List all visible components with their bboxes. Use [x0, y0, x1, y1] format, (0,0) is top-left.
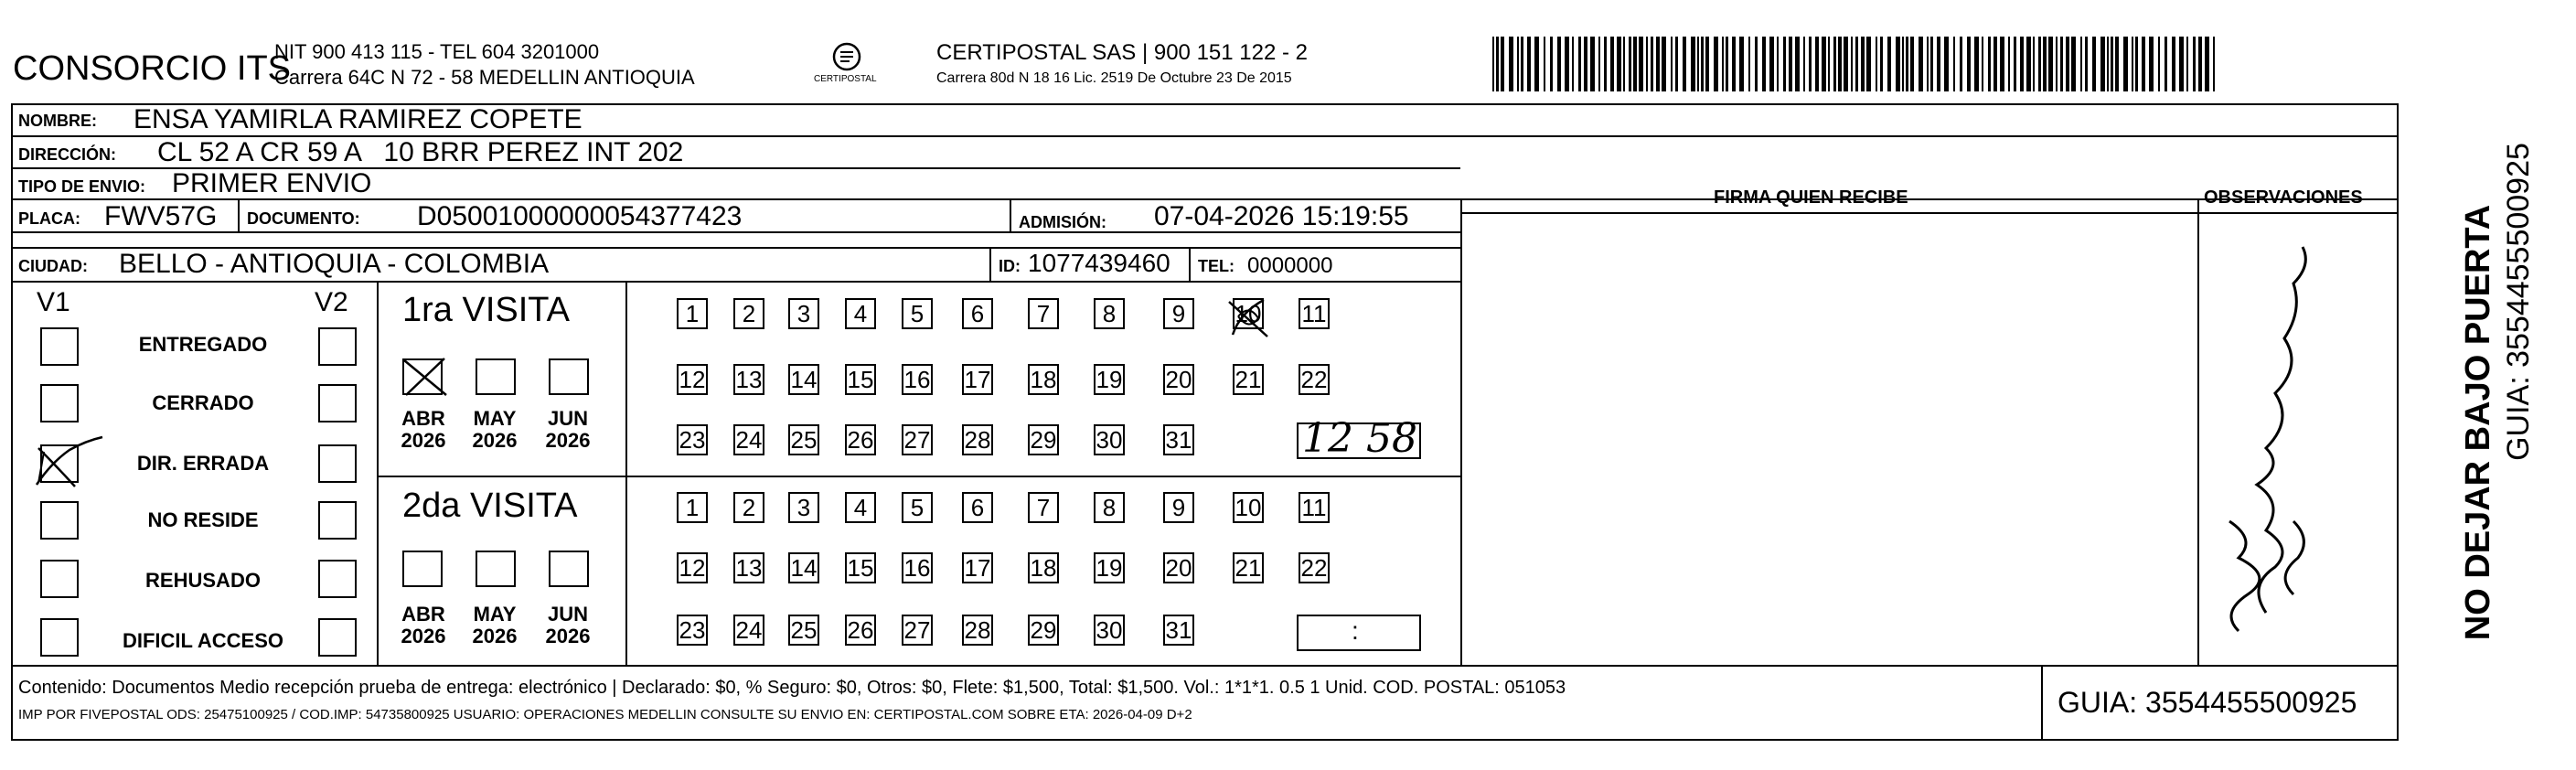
second-visit-day-box[interactable]: 9: [1163, 492, 1194, 523]
second-visit-time-separator: :: [1352, 616, 1359, 645]
first-visit-day-box[interactable]: 20: [1163, 364, 1194, 395]
barcode-bar: [1584, 37, 1587, 91]
v2-checkbox-rehusado[interactable]: [318, 560, 357, 598]
first-visit-abr-month: ABR: [401, 407, 445, 430]
tipo-label: TIPO DE ENVIO:: [18, 177, 146, 196]
barcode-bar: [1683, 37, 1686, 91]
firma-header: FIRMA QUIEN RECIBE: [1714, 187, 1908, 208]
second-visit-day-box[interactable]: 30: [1094, 615, 1125, 646]
barcode-bar: [2111, 37, 2113, 91]
barcode-bar: [2043, 37, 2047, 91]
second-visit-day-box[interactable]: 10: [1233, 492, 1264, 523]
barcode-bar: [1534, 37, 1539, 91]
first-visit-jun-month: JUN: [547, 407, 588, 430]
first-visit-day-box[interactable]: 24: [733, 424, 764, 455]
barcode-bar: [2132, 37, 2133, 91]
second-visit-month-abr-checkbox[interactable]: [402, 551, 443, 587]
barcode-bar: [2172, 37, 2175, 91]
status-dir-errada: DIR. ERRADA: [136, 452, 270, 475]
first-visit-may-month: MAY: [473, 407, 517, 430]
first-visit-day-box[interactable]: 7: [1028, 298, 1059, 329]
footer-guia: GUIA: 3554455500925: [2058, 686, 2357, 719]
barcode-bar: [1783, 37, 1786, 91]
barcode-bar: [1623, 37, 1625, 91]
second-visit-jun-year: 2026: [545, 625, 591, 647]
barcode-bar: [1880, 37, 1883, 91]
v1-checkbox-rehusado[interactable]: [40, 560, 79, 598]
first-visit-day-box[interactable]: 11: [1299, 298, 1330, 329]
v1-checkbox-dificil-acceso[interactable]: [40, 618, 79, 657]
barcode-bar: [1629, 37, 1631, 91]
tel-value: 0000000: [1247, 253, 1333, 278]
first-visit-title: 1ra VISITA: [402, 291, 571, 329]
v1-checkbox-entregado[interactable]: [40, 327, 79, 366]
barcode-bar: [1803, 37, 1805, 91]
second-visit-day-box[interactable]: 13: [733, 552, 764, 583]
barcode-bar: [2193, 37, 2196, 91]
second-visit-day-box[interactable]: 11: [1299, 492, 1330, 523]
barcode-bar: [1705, 37, 1709, 91]
barcode-bar: [1844, 37, 1848, 91]
direccion-value: CL 52 A CR 59 A 10 BRR PEREZ INT 202: [157, 137, 684, 167]
barcode-bar: [1714, 37, 1718, 91]
certipostal-logo-icon: [810, 38, 883, 93]
barcode-bar: [2123, 37, 2128, 91]
admision-label: ADMISIÓN:: [1019, 213, 1106, 231]
second-visit-day-box[interactable]: 8: [1094, 492, 1125, 523]
documento-value: D05001000000054377423: [417, 201, 743, 231]
barcode-bar: [1572, 37, 1574, 91]
second-visit-day-box[interactable]: 28: [962, 615, 993, 646]
status-entregado: ENTREGADO: [138, 333, 268, 356]
first-visit-day-box[interactable]: 31: [1163, 424, 1194, 455]
ciudad-label: CIUDAD:: [18, 257, 88, 275]
first-visit-day-box[interactable]: 17: [962, 364, 993, 395]
second-visit-day-box[interactable]: 17: [962, 552, 993, 583]
barcode-bar: [2020, 37, 2024, 91]
barcode-bar: [2100, 37, 2105, 91]
barcode-bar: [2066, 37, 2069, 91]
barcode-bar: [1662, 37, 1666, 91]
id-label: ID:: [999, 257, 1021, 275]
barcode-bar: [1896, 37, 1900, 91]
barcode-bar: [1550, 37, 1553, 91]
barcode-bar: [2198, 37, 2202, 91]
barcode-bar: [1902, 37, 1904, 91]
second-visit-day-box[interactable]: 15: [845, 552, 876, 583]
v2-checkbox-entregado[interactable]: [318, 327, 357, 366]
barcode-bar: [1953, 37, 1955, 91]
barcode-bar: [2107, 37, 2109, 91]
barcode-bar: [1851, 37, 1853, 91]
second-visit-day-box[interactable]: 4: [845, 492, 876, 523]
first-visit-day-box[interactable]: 28: [962, 424, 993, 455]
second-visit-day-box[interactable]: 1: [677, 492, 708, 523]
second-visit-day-box[interactable]: 23: [677, 615, 708, 646]
v2-checkbox-cerrado[interactable]: [318, 384, 357, 422]
barcode-bar: [1822, 37, 1826, 91]
first-visit-day-box[interactable]: 25: [788, 424, 819, 455]
tipo-value: PRIMER ENVIO: [172, 168, 372, 198]
footer-print-line: IMP POR FIVEPOSTAL ODS: 25475100925 / COD.IMP: 54735800925 USUARIO: OPERACIONES MEDELLIN CONSULTE SU ENVIO EN: CERTIPOSTAL.COM SOBRE ETA: 2026-04-09 D+2: [18, 707, 1192, 722]
barcode-bar: [1604, 37, 1607, 91]
barcode-bar: [1527, 37, 1531, 91]
second-visit-day-box[interactable]: 27: [902, 615, 933, 646]
nit-line: NIT 900 413 115 - TEL 604 3201000: [274, 40, 600, 63]
handwritten-scribble-icon: [1222, 294, 1275, 344]
second-visit-day-box[interactable]: 12: [677, 552, 708, 583]
second-visit-month-jun-checkbox[interactable]: [549, 551, 589, 587]
first-visit-abr-year: 2026: [401, 429, 446, 452]
barcode-bar: [1656, 37, 1660, 91]
first-visit-day-box[interactable]: 27: [902, 424, 933, 455]
barcode-bar: [2179, 37, 2184, 91]
barcode-bar: [1789, 37, 1792, 91]
status-dificil-acceso: DIFICIL ACCESO: [122, 629, 283, 652]
barcode-bar: [1861, 37, 1865, 91]
ciudad-value: BELLO - ANTIOQUIA - COLOMBIA: [119, 249, 550, 279]
barcode-bar: [1590, 37, 1595, 91]
second-visit-day-box[interactable]: 2: [733, 492, 764, 523]
second-visit-day-box[interactable]: 20: [1163, 552, 1194, 583]
barcode-bar: [1557, 37, 1561, 91]
barcode-bar: [1910, 37, 1914, 91]
first-visit-day-box[interactable]: 5: [902, 298, 933, 329]
barcode-bar: [1501, 37, 1504, 91]
barcode-bar: [2213, 37, 2215, 91]
first-visit-month-jun-checkbox[interactable]: [549, 358, 589, 395]
handwritten-check-icon: [33, 435, 106, 492]
barcode-bar: [1944, 37, 1949, 91]
second-visit-abr-month: ABR: [401, 603, 445, 626]
documento-label: DOCUMENTO:: [247, 209, 360, 228]
id-value: 1077439460: [1028, 249, 1170, 277]
barcode-bar: [1565, 37, 1569, 91]
second-visit-day-box[interactable]: 19: [1094, 552, 1125, 583]
nombre-label: NOMBRE:: [18, 112, 97, 130]
barcode-bar: [1974, 37, 1979, 91]
v1-checkbox-cerrado[interactable]: [40, 384, 79, 422]
barcode-bar: [1762, 37, 1766, 91]
second-visit-time-box[interactable]: [1297, 615, 1421, 651]
second-visit-day-box[interactable]: 29: [1028, 615, 1059, 646]
first-visit-day-box[interactable]: 14: [788, 364, 819, 395]
barcode-bar: [1866, 37, 1871, 91]
barcode-bar: [1521, 37, 1523, 91]
second-visit-day-box[interactable]: 5: [902, 492, 933, 523]
second-visit-abr-year: 2026: [401, 625, 446, 647]
second-visit-day-box[interactable]: 16: [902, 552, 933, 583]
logo-text: CERTIPOSTAL: [814, 74, 877, 84]
barcode-bar: [2038, 37, 2041, 91]
first-visit-day-box[interactable]: 4: [845, 298, 876, 329]
v1-label: V1: [37, 287, 70, 317]
barcode-bar: [2186, 37, 2188, 91]
first-visit-day-box[interactable]: 29: [1028, 424, 1059, 455]
barcode-bar: [1610, 37, 1614, 91]
first-visit-day-box[interactable]: 16: [902, 364, 933, 395]
first-visit-day-box[interactable]: 23: [677, 424, 708, 455]
barcode-bar: [1988, 37, 1991, 91]
second-visit-day-box[interactable]: 7: [1028, 492, 1059, 523]
second-visit-day-box[interactable]: 31: [1163, 615, 1194, 646]
barcode-bar: [2080, 37, 2082, 91]
second-visit-day-box[interactable]: 21: [1233, 552, 1264, 583]
barcode-bar: [2060, 37, 2063, 91]
barcode-bar: [1838, 37, 1842, 91]
barcode-bar: [1828, 37, 1830, 91]
barcode-bar: [2135, 37, 2138, 91]
barcode-bar: [1646, 37, 1648, 91]
barcode-bar: [1930, 37, 1933, 91]
second-visit-day-box[interactable]: 26: [845, 615, 876, 646]
second-visit-title: 2da VISITA: [402, 487, 578, 525]
first-visit-day-box[interactable]: 2: [733, 298, 764, 329]
side-warning: NO DEJAR BAJO PUERTA: [2459, 204, 2497, 641]
first-visit-time-handwritten: 12 58: [1302, 415, 1417, 462]
footer-content-line: Contenido: Documentos Medio recepción prueba de entrega: electrónico | Declarado: $0, % Seguro: $0, Otros: $0, Flete: $1,500, Total: $1,500. Vol.: 1*1*1. 0.5 1 Unid. COD. POSTAL: 051053: [18, 678, 1566, 698]
barcode-bar: [1701, 37, 1704, 91]
barcode-bar: [2056, 37, 2058, 91]
barcode-bar: [1833, 37, 1836, 91]
first-visit-day-box[interactable]: 30: [1094, 424, 1125, 455]
barcode-bar: [1982, 37, 1983, 91]
barcode-bar: [1544, 37, 1545, 91]
barcode-bar: [2033, 37, 2035, 91]
barcode-bar: [2092, 37, 2096, 91]
v2-checkbox-dificil-acceso[interactable]: [318, 618, 357, 657]
barcode-bar: [2014, 37, 2016, 91]
observaciones-header: OBSERVACIONES: [2204, 187, 2363, 208]
first-visit-day-box[interactable]: 18: [1028, 364, 1059, 395]
second-visit-day-box[interactable]: 14: [788, 552, 819, 583]
barcode-bar: [1578, 37, 1581, 91]
tel-label: TEL:: [1198, 257, 1235, 275]
first-visit-day-box[interactable]: 6: [962, 298, 993, 329]
first-visit-day-box[interactable]: 19: [1094, 364, 1125, 395]
first-visit-day-box[interactable]: 1: [677, 298, 708, 329]
barcode-bar: [1691, 37, 1695, 91]
barcode-bar: [1739, 37, 1744, 91]
barcode-bar: [1960, 37, 1962, 91]
barcode-bar: [1755, 37, 1758, 91]
second-visit-day-box[interactable]: 22: [1299, 552, 1330, 583]
barcode-bar: [1598, 37, 1600, 91]
second-visit-month-may-checkbox[interactable]: [476, 551, 516, 587]
second-visit-day-box[interactable]: 24: [733, 615, 764, 646]
barcode-bar: [1906, 37, 1908, 91]
barcode-bar: [1697, 37, 1699, 91]
barcode-bar: [1919, 37, 1923, 91]
side-guia: GUIA: 3554455500925: [2501, 143, 2536, 461]
handwritten-x-icon: [399, 355, 454, 401]
company-name: CONSORCIO ITS: [13, 49, 292, 88]
first-visit-day-box[interactable]: 22: [1299, 364, 1330, 395]
first-visit-day-box[interactable]: 15: [845, 364, 876, 395]
barcode-bar: [1927, 37, 1929, 91]
barcode-bar: [1967, 37, 1971, 91]
nombre-value: ENSA YAMIRLA RAMIREZ COPETE: [134, 104, 583, 134]
barcode-bar: [1777, 37, 1779, 91]
second-visit-day-box[interactable]: 6: [962, 492, 993, 523]
v2-checkbox-dir-errada[interactable]: [318, 444, 357, 483]
barcode-bar: [1748, 37, 1750, 91]
barcode-bar: [1937, 37, 1940, 91]
address-line: Carrera 64C N 72 - 58 MEDELLIN ANTIOQUIA: [274, 66, 695, 89]
barcode-bar: [1509, 37, 1513, 91]
barcode-bar: [1769, 37, 1774, 91]
barcode-bar: [1795, 37, 1800, 91]
second-visit-day-box[interactable]: 18: [1028, 552, 1059, 583]
barcode: [1492, 37, 2220, 91]
barcode-bar: [2149, 37, 2154, 91]
barcode-bar: [1993, 37, 1997, 91]
second-visit-may-month: MAY: [473, 603, 517, 626]
first-visit-day-box[interactable]: 10: [1233, 298, 1264, 329]
barcode-bar: [1633, 37, 1637, 91]
v1-checkbox-no-reside[interactable]: [40, 501, 79, 540]
handwritten-note-icon: [2211, 229, 2321, 649]
barcode-bar: [2142, 37, 2145, 91]
barcode-bar: [1722, 37, 1724, 91]
status-cerrado: CERRADO: [152, 391, 254, 414]
second-visit-day-box[interactable]: 25: [788, 615, 819, 646]
first-visit-may-year: 2026: [472, 429, 518, 452]
barcode-bar: [1651, 37, 1653, 91]
barcode-bar: [1517, 37, 1519, 91]
barcode-bar: [1876, 37, 1877, 91]
direccion-label: DIRECCIÓN:: [18, 145, 116, 164]
barcode-bar: [2008, 37, 2010, 91]
first-visit-day-box[interactable]: 13: [733, 364, 764, 395]
status-rehusado: REHUSADO: [145, 569, 261, 592]
barcode-bar: [2158, 37, 2160, 91]
barcode-bar: [2071, 37, 2076, 91]
first-visit-day-box[interactable]: 12: [677, 364, 708, 395]
first-visit-day-box[interactable]: 3: [788, 298, 819, 329]
barcode-bar: [1617, 37, 1621, 91]
barcode-bar: [1855, 37, 1858, 91]
certipostal-line1: CERTIPOSTAL SAS | 900 151 122 - 2: [936, 40, 1308, 65]
barcode-bar: [1492, 37, 1494, 91]
first-visit-month-may-checkbox[interactable]: [476, 358, 516, 395]
barcode-bar: [1809, 37, 1812, 91]
first-visit-day-box[interactable]: 8: [1094, 298, 1125, 329]
barcode-bar: [1726, 37, 1728, 91]
placa-value: FWV57G: [104, 201, 218, 231]
first-visit-day-box[interactable]: 26: [845, 424, 876, 455]
barcode-bar: [1675, 37, 1678, 91]
barcode-bar: [2205, 37, 2209, 91]
barcode-bar: [2085, 37, 2088, 91]
barcode-bar: [1732, 37, 1736, 91]
admision-value: 07-04-2026 15:19:55: [1154, 201, 1409, 231]
first-visit-day-box[interactable]: 9: [1163, 298, 1194, 329]
second-visit-day-box[interactable]: 3: [788, 492, 819, 523]
first-visit-jun-year: 2026: [545, 429, 591, 452]
barcode-bar: [1815, 37, 1819, 91]
barcode-bar: [2026, 37, 2031, 91]
first-visit-day-box[interactable]: 21: [1233, 364, 1264, 395]
certipostal-line2: Carrera 80d N 18 16 Lic. 2519 De Octubre 23 De 2015: [936, 70, 1292, 86]
barcode-bar: [1671, 37, 1673, 91]
status-no-reside: NO RESIDE: [147, 508, 259, 531]
v2-label: V2: [315, 287, 348, 317]
second-visit-may-year: 2026: [472, 625, 518, 647]
barcode-bar: [1496, 37, 1499, 91]
barcode-bar: [2164, 37, 2167, 91]
v2-checkbox-no-reside[interactable]: [318, 501, 357, 540]
placa-label: PLACA:: [18, 209, 80, 228]
barcode-bar: [2000, 37, 2004, 91]
barcode-bar: [1887, 37, 1891, 91]
barcode-bar: [2048, 37, 2053, 91]
second-visit-jun-month: JUN: [547, 603, 588, 626]
barcode-bar: [1639, 37, 1643, 91]
barcode-bar: [2115, 37, 2119, 91]
